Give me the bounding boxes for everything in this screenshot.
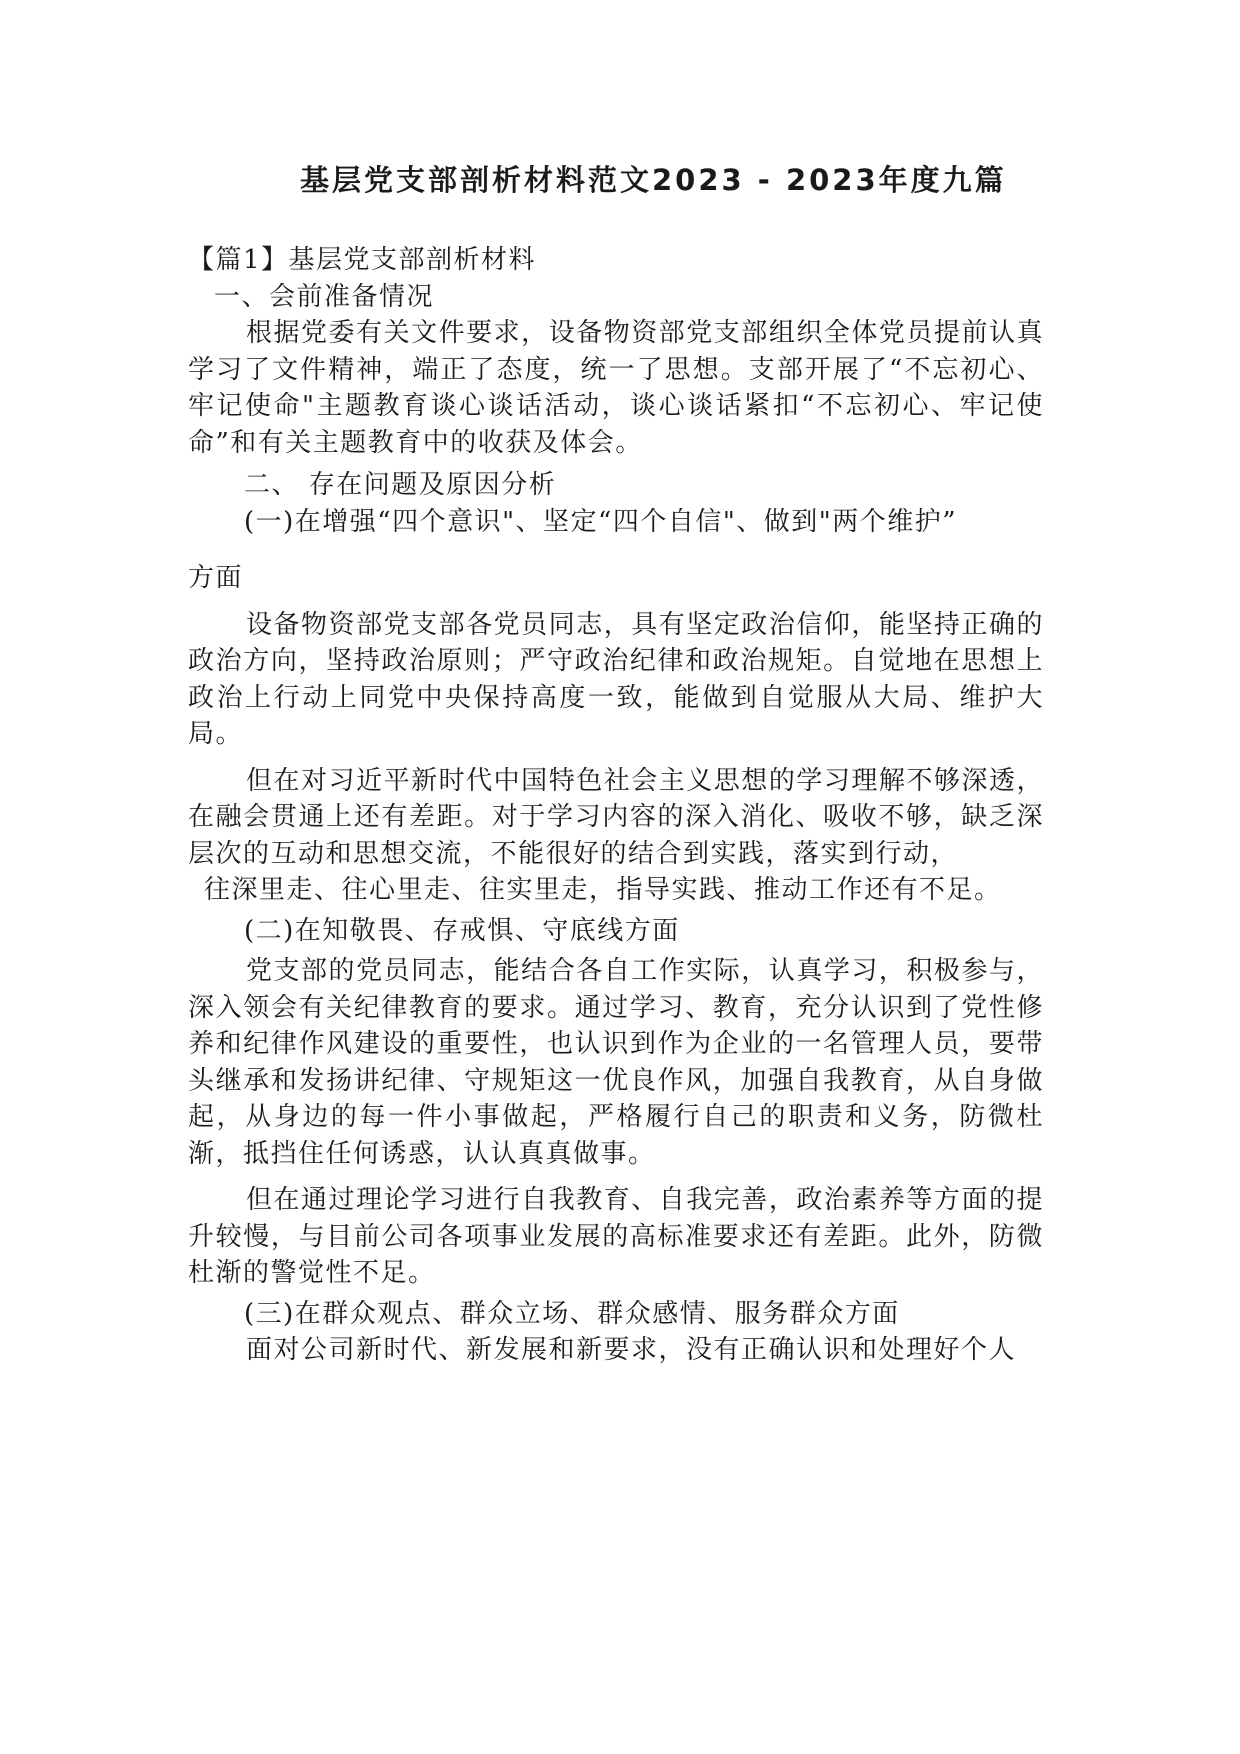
document-body [188,242,1044,1369]
paragraph-study-gap: 但在对习近平新时代中国特色社会主义思想的学习理解不够深透，在融会贯通上还有差距。对于学习内容的深入消化、吸收不够，缺乏深层次的互动和思想交流，不能很好的结合到实践，落实到行动， [188,765,1044,869]
paragraph-political-belief: 设备物资部党支部各党员同志，具有坚定政治信仰，能坚持正确的政治方向，坚持政治原则；严守政治纪律和政治规矩。自觉地在思想上政治上行动上同党中央保持高度一致，能做到自觉服从大局、维护大局。 [188,609,1044,749]
paragraph-self-improvement: 但在通过理论学习进行自我教育、自我完善，政治素养等方面的提升较慢，与目前公司各项事业发展的高标准要求还有差距。此外，防微杜渐的警觉性不足。 [188,1185,1044,1288]
section-heading-2: 二、 存在问题及原因分析 [244,470,557,500]
subsection-heading-3: (三)在群众观点、群众立场、群众感情、服务群众方面 [244,1298,900,1329]
piece-heading: 【篇1】基层党支部剖析材料 [188,245,537,275]
paragraph-masses: 面对公司新时代、新发展和新要求，没有正确认识和处理好个人 [246,1335,1017,1365]
subsection-heading-2: (二)在知敬畏、存戒惧、守底线方面 [244,915,680,946]
subsection-heading-1: (一)在增强“四个意识"、坚定“四个自信"、做到"两个维护” [244,506,958,537]
section-heading-1: 一、会前准备情况 [214,281,435,312]
paragraph-discipline: 党支部的党员同志，能结合各自工作实际，认真学习，积极参与，深入领会有关纪律教育的要求。通过学习、教育，充分认识到了党性修养和纪律作风建设的重要性，也认识到作为企业的一名管理人员，要带头继承和发扬讲纪律、守规矩这一优良作风，加强自我教育，从自身做起，从身边的每一件小事做起，严格履行自己的职责和义务，防微杜渐，抵挡住任何诱惑，认认真真做事。 [188,956,1044,1169]
subsection-heading-1-continued: 方面 [188,563,244,593]
paragraph-study-gap-continued: 往深里走、往心里走、往实里走，指导实践、推动工作还有不足。 [204,875,1002,905]
paragraph-preparation: 根据党委有关文件要求，设备物资部党支部组织全体党员提前认真学习了文件精神，端正了态度，统一了思想。支部开展了“不忘初心、牢记使命"主题教育谈心谈话活动，谈心谈话紧扣“不忘初心、牢记使命”和有关主题教育中的收获及体会。 [188,318,1044,458]
document-title: 基层党支部剖析材料范文2023 - 2023年度九篇 [300,163,1007,197]
